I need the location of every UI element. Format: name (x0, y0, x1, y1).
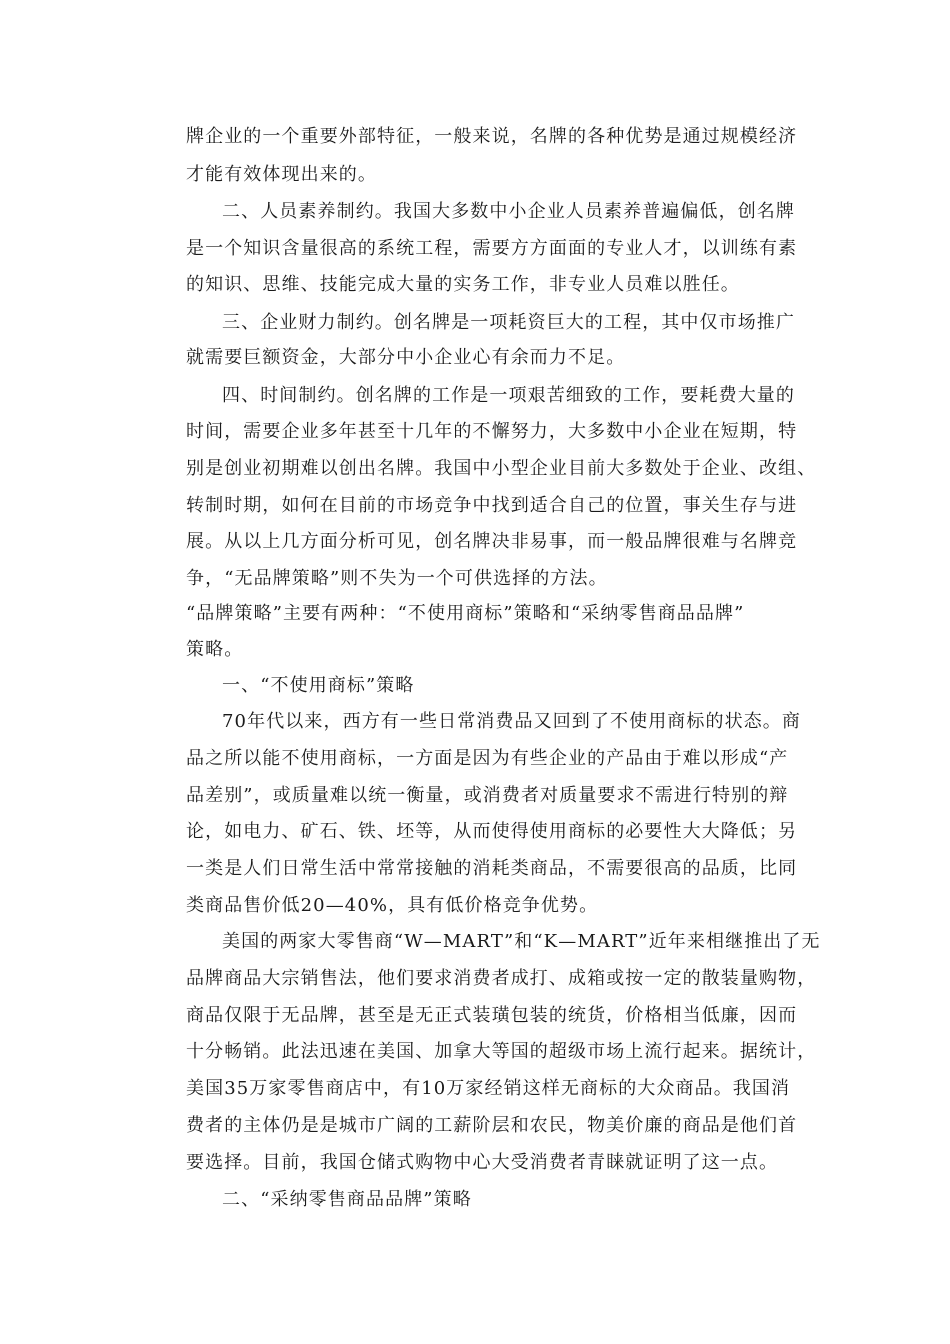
text-line: 品牌商品大宗销售法，他们要求消费者成打、成箱或按一定的散装量购物， (186, 968, 817, 989)
text-line: 才能有效体现出来的。 (186, 164, 377, 185)
text-line: 就需要巨额资金，大部分中小企业心有余而力不足。 (186, 347, 626, 368)
text-line: 是一个知识含量很高的系统工程，需要方方面面的专业人才，以训练有素 (186, 238, 798, 259)
text-line: 转制时期，如何在目前的市场竞争中找到适合自己的位置，事关生存与进 (186, 495, 798, 516)
text-line: 商品仅限于无品牌，甚至是无正式装璜包装的统货，价格相当低廉，因而 (186, 1005, 798, 1026)
text-line: 论，如电力、矿石、铁、坯等，从而使得使用商标的必要性大大降低；另 (186, 821, 798, 842)
section-heading: 一、“不使用商标”策略 (222, 675, 415, 696)
text-line: 二、人员素养制约。我国大多数中小企业人员素养普遍偏低，创名牌 (222, 201, 795, 222)
text-line: 展。从以上几方面分析可见，创名牌决非易事，而一般品牌很难与名牌竞 (186, 531, 798, 552)
text-line: 品之所以能不使用商标，一方面是因为有些企业的产品由于难以形成“产 (186, 748, 789, 769)
text-line: 牌企业的一个重要外部特征，一般来说，名牌的各种优势是通过规模经济 (186, 126, 798, 147)
text-line: 美国35万家零售商店中，有10万家经销这样无商标的大众商品。我国消 (186, 1078, 791, 1099)
text-line: 费者的主体仍是是城市广阔的工薪阶层和农民，物美价廉的商品是他们首 (186, 1115, 798, 1136)
text-line: 的知识、思维、技能完成大量的实务工作，非专业人员难以胜任。 (186, 274, 740, 295)
text-line: 时间，需要企业多年甚至十几年的不懈努力，大多数中小企业在短期，特 (186, 421, 798, 442)
text-line: 要选择。目前，我国仓储式购物中心大受消费者青睐就证明了这一点。 (186, 1152, 779, 1173)
text-line: 类商品售价低20—40%，具有低价格竞争优势。 (186, 895, 599, 916)
text-line: 争，“无品牌策略”则不失为一个可供选择的方法。 (186, 568, 608, 589)
text-line: 美国的两家大零售商“W—MART”和“K—MART”近年来相继推出了无 (222, 931, 821, 952)
text-line: 品差别”，或质量难以统一衡量，或消费者对质量要求不需进行特别的辩 (186, 785, 789, 806)
section-heading: 二、“采纳零售商品品牌”策略 (222, 1189, 472, 1210)
text-line: 别是创业初期难以创出名牌。我国中小型企业目前大多数处于企业、改组、 (186, 458, 817, 479)
text-line: 一类是人们日常生活中常常接触的消耗类商品，不需要很高的品质，比同 (186, 858, 798, 879)
text-line: 70年代以来，西方有一些日常消费品又回到了不使用商标的状态。商 (222, 711, 802, 732)
text-line: 三、企业财力制约。创名牌是一项耗资巨大的工程，其中仅市场推广 (222, 312, 795, 333)
text-line: 四、时间制约。创名牌的工作是一项艰苦细致的工作，要耗费大量的 (222, 385, 795, 406)
text-line: 策略。 (186, 639, 244, 660)
text-line: 十分畅销。此法迅速在美国、加拿大等国的超级市场上流行起来。据统计， (186, 1041, 817, 1062)
text-line: “品牌策略”主要有两种：“不使用商标”策略和“采纳零售商品品牌” (186, 603, 745, 624)
